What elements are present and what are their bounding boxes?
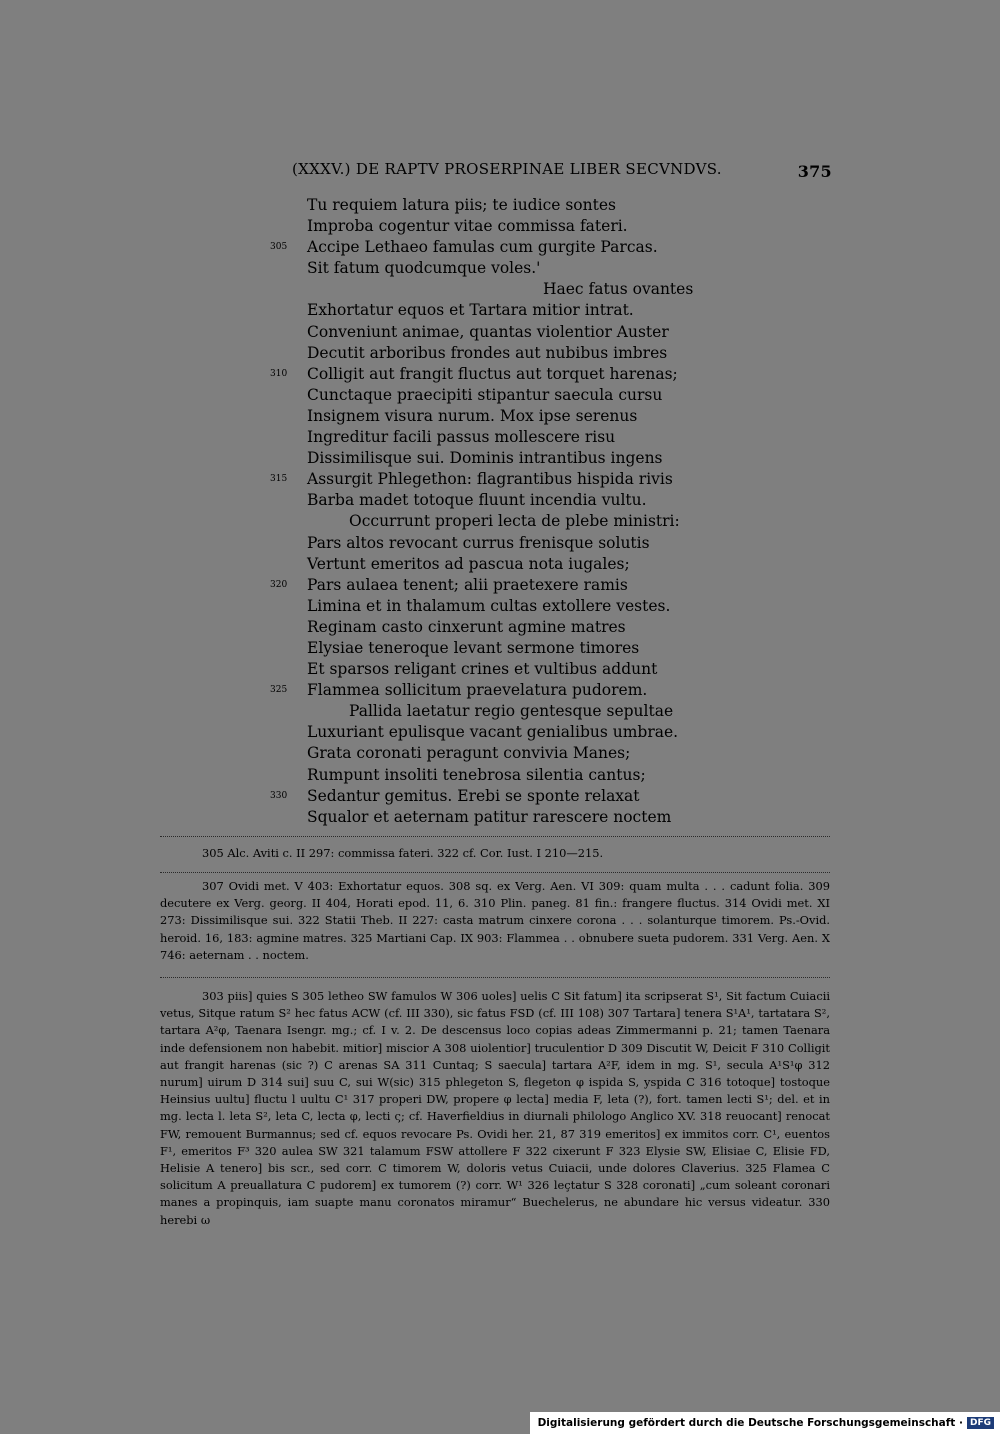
footer-text: Digitalisierung gefördert durch die Deutsche Forschungsgemeinschaft · — [537, 1417, 963, 1429]
verse-text: Ingreditur facili passus mollescere risu — [307, 428, 616, 447]
verse-line — [0, 406, 1000, 427]
verse-line — [0, 237, 1000, 258]
verse-line — [0, 490, 1000, 511]
verse-text: Sedantur gemitus. Erebi se sponte relaxat — [307, 786, 640, 805]
line-number: 305 — [270, 242, 288, 253]
verse-text: Pallida laetatur regio gentesque sepultae — [349, 702, 674, 721]
verse-text: Haec fatus ovantes — [543, 280, 694, 299]
verse-line — [0, 279, 1000, 300]
verse-line — [0, 300, 1000, 321]
verse-line — [0, 596, 1000, 617]
running-header — [292, 160, 832, 181]
divider — [160, 977, 830, 978]
divider — [160, 872, 830, 873]
verse-line — [0, 322, 1000, 343]
verse-text: Luxuriant epulisque vacant genialibus umbrae. — [307, 723, 679, 742]
verse-line — [0, 575, 1000, 596]
divider — [160, 836, 830, 837]
verse-line — [0, 533, 1000, 554]
verse-text: Cunctaque praecipiti stipantur saecula cursu — [307, 385, 663, 404]
verse-text: Vertunt emeritos ad pascua nota iugales; — [307, 554, 630, 573]
verse-text: Accipe Lethaeo famulas cum gurgite Parcas. — [307, 238, 658, 257]
apparatus-testimonia — [160, 845, 830, 862]
loci-text: 307 Ovidi met. V 403: Exhortatur equos. 308 sq. ex Verg. Aen. VI 309: quam multa . . . cadunt folia. 309 decutere ex Verg. georg. II 404, Horati epod. 11, 6. 310 Plin. paneg. 81 fin.: frangere fluctus. 314 Ovidi met. XI 273: Dissimilisque sui. 322 Statii Theb. II 227: casta matrum cinxere corona . . . solanturque timorem. Ps.-Ovid. heroid. 16, 183: agmine matres. 325 Martiani Cap. IX 903: Flammea . . obnubere sueta pudorem. 331 Verg. Aen. X 746: aeternam . . noctem. — [160, 879, 830, 962]
verse-text: Decutit arboribus frondes aut nubibus imbres — [307, 343, 668, 362]
verse-text: Limina et in thalamum cultas extollere vestes. — [307, 596, 671, 615]
verse-text: Occurrunt properi lecta de plebe ministri: — [349, 512, 680, 531]
verse-text: Flammea sollicitum praevelatura pudorem. — [307, 681, 648, 700]
testimonia-text: 305 Alc. Aviti c. II 297: commissa fateri. 322 cf. Cor. Iust. I 210—215. — [202, 846, 604, 860]
line-number: 325 — [270, 685, 288, 696]
verse-line — [0, 638, 1000, 659]
verse-line — [0, 786, 1000, 807]
line-number: 310 — [270, 368, 288, 379]
verse-text: Assurgit Phlegethon: flagrantibus hispida rivis — [307, 470, 673, 489]
verse-text: Pars altos revocant currus frenisque solutis — [307, 533, 650, 552]
criticus-text: 303 piis] quies S 305 letheo SW famulos W 306 uoles] uelis C Sit fatum] ita scripserat S¹, Sit factum Cuiacii vetus, Sitque ratum S² hec fatus ACW (cf. III 330), sic fatus FSD (cf. III 108) 307 Tartara] tenera S¹A¹, tartatara S², tartara A²φ, Taenara Isengr. mg.; cf. I v. 2. De descensus loco copias adeas Zimmermanni p. 21; tamen Taenara inde defensionem non habebit. mitior] miscior A 308 uiolentior] truculentior D 309 Discutit W, Deicit F 310 Colligit aut frangit harenas (sic ?) C arenas SA 311 Cuntaq; S saecula] tartara A²F, idem in mg. S¹, secula A¹S¹φ 312 nurum] uirum D 314 sui] suu C, sui W(sic) 315 phlegeton S, flegeton φ ispida S, yspida C 316 totoque] tostoque Heinsius uultu] fluctu l uultu C¹ 317 properi DW, propere φ lecta] media F, leta (?), fort. tamen lecti S¹; del. et in mg. lecta l. leta S², leta C, lecta φ, lecti ς; cf. Haverfieldius in diurnali philologo Anglico XV. 318 reuocant] renocat FW, remouent Burmannus; sed cf. equos revocare Ps. Ovidi her. 21, 87 319 emeritos] ex immitos corr. C¹, euentos F¹, emeritos F³ 320 aulea SW 321 talamum FSW attollere F 322 cixerunt F 323 Elysie SW, Elisiae C, Elisie FD, Helisie A tenero] bis scr., sed corr. C timorem W, doloris vetus Cuiacii, unde dolores Claverius. 325 Flamea C solicitum A preuallatura C pudorem] ex tumorem (?) corr. W¹ 326 leçtatur S 328 coronati] „cum soleant coronari manes a propinquis, iam suapte manu coronatos miramur“ Buechelerus, ne abundare hic versus videatur. 330 herebi ω — [160, 989, 830, 1227]
verse-text: Colligit aut frangit fluctus aut torquet harenas; — [307, 364, 678, 383]
verse-text: Rumpunt insoliti tenebrosa silentia cantus; — [307, 765, 646, 784]
verse-line — [0, 554, 1000, 575]
verse-text: Pars aulaea tenent; alii praetexere ramis — [307, 575, 628, 594]
dfg-logo: DFG — [967, 1417, 994, 1429]
verse-text: Conveniunt animae, quantas violentior Auster — [307, 322, 669, 341]
verse-line — [0, 680, 1000, 701]
apparatus-criticus — [160, 988, 830, 1229]
verse-line — [0, 385, 1000, 406]
verse-text: Elysiae teneroque levant sermone timores — [307, 638, 640, 657]
verse-line — [0, 701, 1000, 722]
verse-text: Barba madet totoque fluunt incendia vultu. — [307, 491, 647, 510]
verse-text: Tu requiem latura piis; te iudice sontes — [307, 196, 616, 214]
line-number: 320 — [270, 579, 288, 590]
verse-text: Squalor et aeternam patitur rarescere noctem — [307, 807, 672, 826]
verse-line — [0, 258, 1000, 279]
apparatus-loci — [160, 878, 830, 964]
verse-text: Sit fatum quodcumque voles.' — [307, 259, 541, 278]
verse-line — [0, 427, 1000, 448]
verse-line — [0, 469, 1000, 490]
verse-line — [0, 343, 1000, 364]
verse-line — [0, 364, 1000, 385]
verse-text: Grata coronati peragunt convivia Manes; — [307, 744, 631, 763]
line-number: 330 — [270, 790, 288, 801]
verse-line — [0, 448, 1000, 469]
running-title: (XXXV.) DE RAPTV PROSERPINAE LIBER SECVNDVS. — [292, 160, 722, 178]
verse-text: Exhortatur equos et Tartara mitior intrat. — [307, 301, 634, 320]
verse-text: Et sparsos religant crines et vultibus addunt — [307, 660, 658, 679]
line-number: 315 — [270, 474, 288, 485]
verse-line — [0, 807, 1000, 828]
verse-line — [0, 617, 1000, 638]
verse-text: Dissimilisque sui. Dominis intrantibus ingens — [307, 449, 663, 468]
verse-line — [0, 659, 1000, 680]
verse-line — [0, 511, 1000, 532]
page-number: 375 — [797, 162, 832, 181]
verse-line — [0, 765, 1000, 786]
digitization-footer — [530, 1412, 1000, 1434]
verse-line — [0, 195, 1000, 216]
verse-text: Improba cogentur vitae commissa fateri. — [307, 217, 628, 236]
verse-line — [0, 722, 1000, 743]
verse-text: Insignem visura nurum. Mox ipse serenus — [307, 406, 638, 425]
verse-text: Reginam casto cinxerunt agmine matres — [307, 617, 626, 636]
verse-line — [0, 216, 1000, 237]
verse-block — [0, 195, 1000, 828]
verse-line — [0, 743, 1000, 764]
